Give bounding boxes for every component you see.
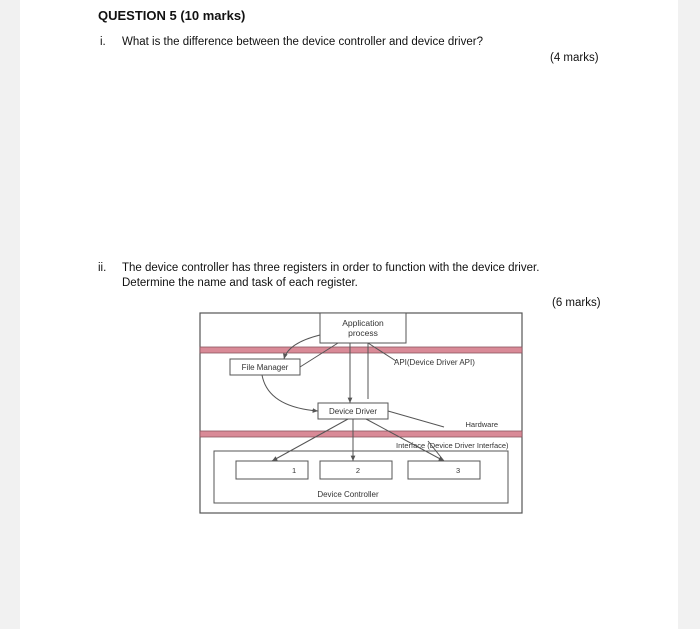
application-process-label-1: Application bbox=[342, 318, 384, 328]
part-ii-marks: (6 marks) bbox=[552, 297, 601, 309]
part-ii-line-2: Determine the name and task of each register. bbox=[122, 277, 358, 289]
part-ii-line-1: The device controller has three registers in order to function with the device driver. bbox=[122, 262, 540, 274]
register-1-box bbox=[236, 461, 308, 479]
document-page bbox=[20, 0, 678, 629]
part-i-marks: (4 marks) bbox=[550, 52, 599, 64]
part-i-numeral: i. bbox=[100, 36, 106, 48]
application-process-label-2: process bbox=[348, 328, 378, 338]
register-2-label: 2 bbox=[355, 466, 361, 475]
interface-label: Interface (Device Driver Interface) bbox=[396, 441, 509, 450]
part-ii-numeral: ii. bbox=[98, 262, 107, 274]
part-ii-question bbox=[122, 261, 539, 291]
device-driver-label: Device Driver bbox=[328, 407, 378, 416]
question-title: QUESTION 5 (10 marks) bbox=[98, 8, 246, 23]
register-3-box bbox=[408, 461, 480, 479]
register-1-label: 1 bbox=[292, 466, 297, 475]
part-i-line-1: What is the difference between the device controller and device driver? bbox=[122, 36, 483, 48]
register-3-label: 3 bbox=[456, 466, 461, 475]
hardware-label: Hardware bbox=[465, 420, 498, 429]
device-driver-diagram bbox=[198, 309, 528, 519]
api-label: API(Device Driver API) bbox=[394, 358, 475, 367]
device-controller-label: Device Controller bbox=[317, 490, 379, 499]
file-manager-label: File Manager bbox=[241, 363, 289, 372]
interface-band bbox=[200, 431, 522, 437]
part-i-question bbox=[122, 35, 483, 50]
api-band bbox=[200, 347, 522, 353]
